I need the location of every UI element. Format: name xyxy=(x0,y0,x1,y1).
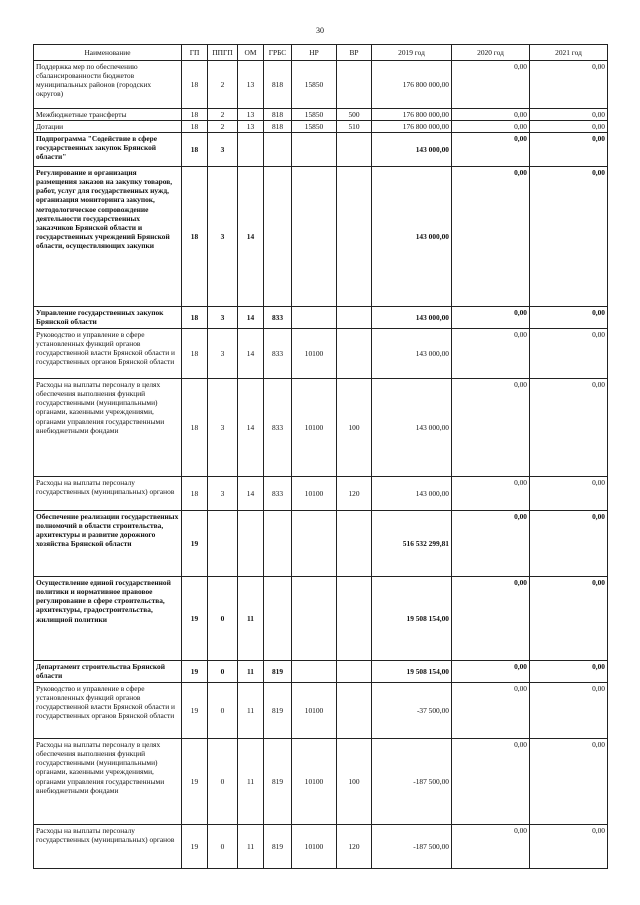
row-vr xyxy=(337,167,372,307)
row-name: Руководство и управление в сфере установленных функций органов государственной власти Брянской области и государственных органов Брянской области xyxy=(34,329,182,379)
row-2021: 0,00 xyxy=(530,661,608,683)
row-grbs: 818 xyxy=(264,121,292,133)
row-name: Регулирование и организация размещения заказов на закупку товаров, работ, услуг для государственных нужд, организация мониторинга закупок, методологическое сопровождение деятельности государственных заказчиков Брянской области и государственных учреждений Брянской области, осуществляющих закупки xyxy=(34,167,182,307)
table-row xyxy=(34,121,608,133)
row-nr xyxy=(292,133,337,167)
row-2021: 0,00 xyxy=(530,133,608,167)
row-2021: 0,00 xyxy=(530,739,608,825)
row-nr xyxy=(292,511,337,577)
table-row xyxy=(34,109,608,121)
row-ppgp: 2 xyxy=(208,109,238,121)
row-om: 13 xyxy=(238,121,264,133)
row-2019: 143 000,00 xyxy=(372,133,452,167)
row-name: Дотации xyxy=(34,121,182,133)
row-om: 14 xyxy=(238,477,264,511)
col-header-vr: ВР xyxy=(337,45,372,61)
col-header-grbs: ГРБС xyxy=(264,45,292,61)
table-row xyxy=(34,577,608,661)
row-ppgp: 3 xyxy=(208,307,238,329)
table-row xyxy=(34,683,608,739)
row-vr: 100 xyxy=(337,379,372,477)
row-grbs: 819 xyxy=(264,825,292,869)
row-gp: 19 xyxy=(182,683,208,739)
row-ppgp: 0 xyxy=(208,825,238,869)
row-name: Расходы на выплаты персоналу государственных (муниципальных) органов xyxy=(34,825,182,869)
row-nr: 15850 xyxy=(292,61,337,109)
row-2019: 143 000,00 xyxy=(372,167,452,307)
row-2020: 0,00 xyxy=(452,109,530,121)
row-name: Расходы на выплаты персоналу в целях обеспечения выполнения функций государственными (муниципальными) органами, казенными учреждениями, органами управления государственными внебюджетными фондами xyxy=(34,379,182,477)
row-grbs xyxy=(264,167,292,307)
row-nr xyxy=(292,167,337,307)
row-gp: 19 xyxy=(182,511,208,577)
row-2020: 0,00 xyxy=(452,577,530,661)
row-nr: 10100 xyxy=(292,825,337,869)
row-nr: 10100 xyxy=(292,739,337,825)
row-2021: 0,00 xyxy=(530,683,608,739)
row-2021: 0,00 xyxy=(530,167,608,307)
table-header-row xyxy=(34,45,608,61)
row-vr xyxy=(337,683,372,739)
row-ppgp: 3 xyxy=(208,329,238,379)
table-row xyxy=(34,825,608,869)
col-header-nr: НР xyxy=(292,45,337,61)
row-om: 11 xyxy=(238,825,264,869)
table-row xyxy=(34,167,608,307)
row-2020: 0,00 xyxy=(452,477,530,511)
row-om: 11 xyxy=(238,661,264,683)
row-nr xyxy=(292,661,337,683)
row-ppgp: 2 xyxy=(208,121,238,133)
row-ppgp: 0 xyxy=(208,661,238,683)
table-row xyxy=(34,307,608,329)
row-gp: 18 xyxy=(182,109,208,121)
row-ppgp: 2 xyxy=(208,61,238,109)
row-2021: 0,00 xyxy=(530,477,608,511)
row-name: Расходы на выплаты персоналу государственных (муниципальных) органов xyxy=(34,477,182,511)
row-vr: 500 xyxy=(337,109,372,121)
row-2019: 143 000,00 xyxy=(372,379,452,477)
row-2021: 0,00 xyxy=(530,307,608,329)
col-header-2020: 2020 год xyxy=(452,45,530,61)
row-2021: 0,00 xyxy=(530,109,608,121)
row-grbs xyxy=(264,511,292,577)
row-2021: 0,00 xyxy=(530,329,608,379)
row-2020: 0,00 xyxy=(452,825,530,869)
table-row xyxy=(34,739,608,825)
row-grbs: 818 xyxy=(264,109,292,121)
row-2019: 143 000,00 xyxy=(372,329,452,379)
row-2019: 19 508 154,00 xyxy=(372,661,452,683)
row-2020: 0,00 xyxy=(452,379,530,477)
row-grbs: 819 xyxy=(264,739,292,825)
row-vr xyxy=(337,661,372,683)
row-ppgp: 3 xyxy=(208,477,238,511)
row-grbs: 819 xyxy=(264,661,292,683)
table-row xyxy=(34,133,608,167)
row-grbs: 833 xyxy=(264,477,292,511)
table-row xyxy=(34,379,608,477)
table-row xyxy=(34,511,608,577)
row-om: 14 xyxy=(238,379,264,477)
row-2020: 0,00 xyxy=(452,121,530,133)
row-nr: 10100 xyxy=(292,683,337,739)
row-nr: 10100 xyxy=(292,379,337,477)
row-2019: 176 800 000,00 xyxy=(372,121,452,133)
row-2020: 0,00 xyxy=(452,61,530,109)
row-ppgp: 0 xyxy=(208,577,238,661)
row-2020: 0,00 xyxy=(452,683,530,739)
page-number: 30 xyxy=(316,26,324,35)
row-2019: 176 800 000,00 xyxy=(372,61,452,109)
row-name: Подпрограмма "Содействие в сфере государственных закупок Брянской области" xyxy=(34,133,182,167)
row-2020: 0,00 xyxy=(452,167,530,307)
row-ppgp: 0 xyxy=(208,739,238,825)
row-2020: 0,00 xyxy=(452,739,530,825)
row-2020: 0,00 xyxy=(452,511,530,577)
row-gp: 19 xyxy=(182,825,208,869)
row-nr xyxy=(292,577,337,661)
row-om xyxy=(238,133,264,167)
row-nr: 10100 xyxy=(292,329,337,379)
row-2019: 143 000,00 xyxy=(372,477,452,511)
row-nr: 15850 xyxy=(292,109,337,121)
row-2019: 143 000,00 xyxy=(372,307,452,329)
row-gp: 18 xyxy=(182,61,208,109)
col-header-name: Наименование xyxy=(34,45,182,61)
row-om: 11 xyxy=(238,739,264,825)
row-2021: 0,00 xyxy=(530,379,608,477)
table-body xyxy=(34,61,608,869)
row-gp: 18 xyxy=(182,379,208,477)
row-ppgp: 0 xyxy=(208,683,238,739)
row-2020: 0,00 xyxy=(452,329,530,379)
row-nr xyxy=(292,307,337,329)
table-row xyxy=(34,329,608,379)
row-name: Управление государственных закупок Брянской области xyxy=(34,307,182,329)
row-name: Межбюджетные трансферты xyxy=(34,109,182,121)
row-vr xyxy=(337,307,372,329)
row-gp: 18 xyxy=(182,307,208,329)
row-2019: 176 800 000,00 xyxy=(372,109,452,121)
col-header-2021: 2021 год xyxy=(530,45,608,61)
row-vr: 100 xyxy=(337,739,372,825)
row-grbs: 833 xyxy=(264,329,292,379)
row-om: 13 xyxy=(238,61,264,109)
row-2019: -37 500,00 xyxy=(372,683,452,739)
row-vr xyxy=(337,329,372,379)
row-gp: 19 xyxy=(182,661,208,683)
row-2020: 0,00 xyxy=(452,133,530,167)
row-2021: 0,00 xyxy=(530,511,608,577)
col-header-2019: 2019 год xyxy=(372,45,452,61)
row-gp: 18 xyxy=(182,167,208,307)
row-nr: 15850 xyxy=(292,121,337,133)
row-2020: 0,00 xyxy=(452,307,530,329)
row-name: Осуществление единой государственной политики и нормативное правовое регулирование в сфере строительства, архитектуры, градостроительства, жилищной политики xyxy=(34,577,182,661)
row-om: 14 xyxy=(238,329,264,379)
row-2019: -187 500,00 xyxy=(372,825,452,869)
row-vr: 120 xyxy=(337,825,372,869)
col-header-gp: ГП xyxy=(182,45,208,61)
row-name: Руководство и управление в сфере установленных функций органов государственной власти Брянской области и государственных органов Брянской области xyxy=(34,683,182,739)
col-header-ppgp: ППГП xyxy=(208,45,238,61)
row-ppgp xyxy=(208,511,238,577)
row-vr xyxy=(337,511,372,577)
row-gp: 18 xyxy=(182,329,208,379)
row-gp: 19 xyxy=(182,577,208,661)
row-2021: 0,00 xyxy=(530,825,608,869)
col-header-om: ОМ xyxy=(238,45,264,61)
row-gp: 19 xyxy=(182,739,208,825)
row-vr xyxy=(337,61,372,109)
row-name: Расходы на выплаты персоналу в целях обеспечения выполнения функций государственными (муниципальными) органами, казенными учреждениями, органами управления государственными внебюджетными фондами xyxy=(34,739,182,825)
row-2021: 0,00 xyxy=(530,121,608,133)
row-om xyxy=(238,511,264,577)
budget-table xyxy=(33,44,608,869)
row-om: 13 xyxy=(238,109,264,121)
row-ppgp: 3 xyxy=(208,133,238,167)
row-gp: 18 xyxy=(182,477,208,511)
row-2019: -187 500,00 xyxy=(372,739,452,825)
row-grbs: 833 xyxy=(264,307,292,329)
row-om: 14 xyxy=(238,167,264,307)
table-row xyxy=(34,61,608,109)
row-name: Департамент строительства Брянской области xyxy=(34,661,182,683)
row-2021: 0,00 xyxy=(530,61,608,109)
row-grbs xyxy=(264,577,292,661)
table-row xyxy=(34,661,608,683)
row-grbs: 819 xyxy=(264,683,292,739)
row-om: 14 xyxy=(238,307,264,329)
row-vr xyxy=(337,133,372,167)
row-ppgp: 3 xyxy=(208,167,238,307)
row-gp: 18 xyxy=(182,133,208,167)
row-nr: 10100 xyxy=(292,477,337,511)
row-2019: 19 508 154,00 xyxy=(372,577,452,661)
row-name: Поддержка мер по обеспечению сбалансированности бюджетов муниципальных районов (городских округов) xyxy=(34,61,182,109)
row-ppgp: 3 xyxy=(208,379,238,477)
row-2019: 516 532 299,81 xyxy=(372,511,452,577)
row-2021: 0,00 xyxy=(530,577,608,661)
row-grbs: 818 xyxy=(264,61,292,109)
row-vr xyxy=(337,577,372,661)
row-om: 11 xyxy=(238,683,264,739)
row-gp: 18 xyxy=(182,121,208,133)
table-row xyxy=(34,477,608,511)
row-om: 11 xyxy=(238,577,264,661)
row-vr: 120 xyxy=(337,477,372,511)
row-grbs: 833 xyxy=(264,379,292,477)
row-vr: 510 xyxy=(337,121,372,133)
row-grbs xyxy=(264,133,292,167)
row-name: Обеспечение реализации государственных полномочий в области строительства, архитектуры и развитие дорожного хозяйства Брянской области xyxy=(34,511,182,577)
row-2020: 0,00 xyxy=(452,661,530,683)
